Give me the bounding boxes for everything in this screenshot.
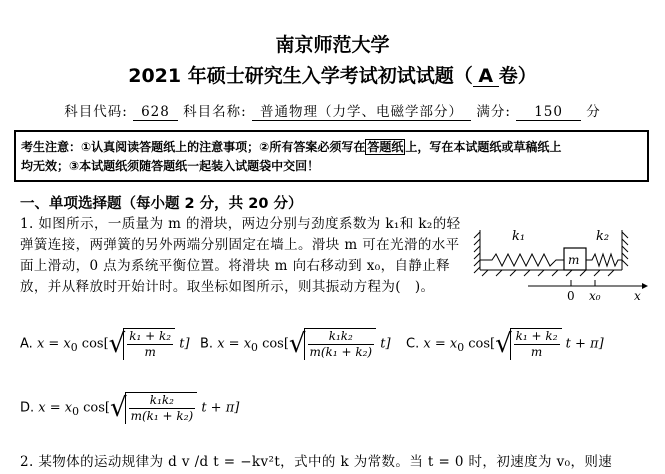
notice-line-1 (21, 138, 641, 157)
x-axis-arrow (642, 283, 648, 289)
notice-text-b: 上，写在本试题纸或草稿纸上 (405, 140, 562, 154)
option-b (200, 328, 391, 360)
option-a-den: m (144, 345, 156, 359)
option-b-letter: B. (200, 336, 214, 352)
option-a (20, 328, 190, 360)
option-b-num: k₁k₂ (308, 329, 375, 345)
option-a-letter: A. (20, 336, 33, 352)
subject-name: 普通物理（力学、电磁学部分） (252, 104, 471, 121)
floor (480, 270, 622, 276)
option-c-sub: 0 (457, 341, 465, 355)
score-label: 满分: (476, 104, 511, 120)
exam-title-suffix: 卷） (498, 65, 537, 87)
section-title: 一、单项选择题（每小题 2 分，共 20 分） (20, 196, 303, 212)
option-d-letter: D. (20, 400, 35, 416)
option-a-frac (127, 329, 173, 360)
option-b-cos: cos[ (262, 336, 289, 352)
question-1-text: 1. 如图所示，一质量为 m 的滑块，两边分别与劲度系数为 k₁和 k₂的轻弹簧连接，两弹簧的另外两端分别固定在墙上。滑块 m 可在光滑的水平面上滑动，0 点为系统平衡位置。将滑块 m 向右移动到 x₀，自静止释放，并从释放时开始计时。取坐标如图所示，则其振动方程为( )。 (20, 216, 461, 295)
spring-mass-figure (468, 218, 658, 310)
code-label: 科目代码: (64, 104, 128, 120)
notice-line-2: 均无效；③本试题纸须随答题纸一起装入试题袋中交回！ (21, 159, 320, 173)
option-c-x: x = x (423, 336, 458, 352)
name-label: 科目名称: (183, 104, 247, 120)
answer-sheet-boxed: 答题纸 (367, 140, 404, 154)
university-name: 南京师范大学 (275, 34, 390, 56)
option-d-root (125, 392, 198, 424)
option-a-root (123, 328, 175, 360)
full-score: 150 (516, 104, 581, 121)
option-c-cos: cos[ (468, 336, 496, 352)
option-c-root (510, 328, 562, 360)
mass-label: m (568, 253, 580, 267)
sqrt-sign: √ (495, 329, 512, 359)
option-b-root (304, 328, 377, 360)
option-d-cos: cos[ (83, 400, 111, 416)
option-b-sub: 0 (251, 341, 258, 355)
candidate-notice (14, 130, 649, 182)
origin-label: 0 (567, 289, 575, 303)
option-c (406, 328, 604, 360)
left-wall (474, 230, 480, 273)
x-axis-label: x (634, 289, 641, 303)
option-d-sub: 0 (72, 405, 80, 419)
x0-label: x₀ (589, 289, 601, 303)
option-d-num: k₁k₂ (129, 393, 196, 409)
subject-info (0, 100, 665, 121)
right-wall (622, 230, 628, 270)
option-d-tail: t + π] (201, 400, 240, 416)
score-unit: 分 (586, 104, 601, 120)
option-c-letter: C. (406, 336, 420, 352)
paper-label: A (473, 66, 499, 87)
option-c-den: m (530, 345, 543, 359)
sqrt-sign: √ (110, 393, 127, 423)
exam-title-prefix: 2021 年硕士研究生入学考试初试试题（ (128, 65, 473, 87)
option-c-num: k₁ + k₂ (515, 329, 558, 343)
option-b-x: x = x (217, 336, 252, 352)
option-d (20, 392, 239, 424)
subject-code: 628 (133, 104, 178, 121)
option-b-den: m(k₁ + k₂) (309, 345, 373, 359)
option-d-x: x = x (38, 400, 73, 416)
option-b-frac (308, 329, 375, 360)
option-a-num: k₁ + k₂ (129, 329, 172, 343)
spring-k2 (586, 254, 622, 266)
option-d-frac (129, 393, 196, 424)
exam-title (0, 61, 665, 88)
option-a-cos: cos[ (81, 336, 109, 352)
spring-k1 (480, 254, 564, 266)
option-a-tail: t] (179, 336, 190, 352)
option-c-frac (514, 329, 560, 360)
sqrt-sign: √ (108, 329, 126, 359)
option-a-x: x = x (36, 336, 71, 352)
question-2-text: 2. 某物体的运动规律为 d v /d t = −kv²t，式中的 k 为常数。当 t = 0 时，初速度为 v₀，则速 (20, 454, 613, 470)
option-a-sub: 0 (70, 341, 78, 355)
option-b-tail: t] (380, 336, 391, 352)
sqrt-sign: √ (288, 329, 306, 359)
notice-text-a: 考生注意：①认真阅读答题纸上的注意事项；②所有答案必须写在 (21, 140, 366, 154)
k2-label: k₂ (596, 229, 610, 244)
option-d-den: m(k₁ + k₂) (130, 409, 194, 423)
k1-label: k₁ (512, 229, 526, 244)
option-c-tail: t + π] (565, 336, 604, 352)
